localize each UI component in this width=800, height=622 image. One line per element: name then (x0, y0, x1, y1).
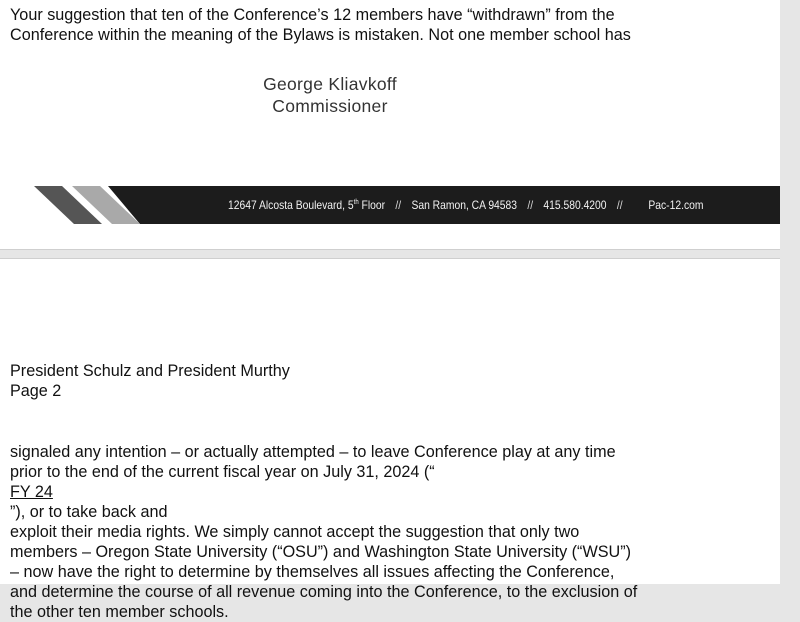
footer-city: San Ramon, CA 94583 (411, 198, 518, 212)
page-number: Page 2 (10, 382, 62, 400)
page2-body-text (10, 442, 637, 622)
signature-name: George Kliavkoff (263, 74, 397, 94)
text-line: and determine the course of all revenue coming into the Conference, to the exclusion of (10, 583, 638, 601)
footer-separator: // (527, 198, 534, 212)
text-line: Conference within the meaning of the Bylaws is mistaken. Not one member school has (10, 26, 631, 44)
footer-address: 12647 Alcosta Boulevard, 5th Floor (228, 198, 386, 212)
page2-header (10, 361, 290, 401)
footer-separator: // (395, 198, 402, 212)
text-line: Your suggestion that ten of the Conference’s 12 members have “withdrawn” from the (10, 6, 615, 24)
letterhead-footer-bar (0, 186, 780, 224)
fy24-defined-term: FY 24 (10, 483, 53, 501)
recipients-line: President Schulz and President Murthy (10, 362, 290, 380)
text-line: signaled any intention – or actually attempted – to leave Conference play at any time (10, 443, 616, 461)
signature-title: Commissioner (272, 96, 388, 116)
footer-website: Pac-12.com (648, 198, 704, 212)
text-line: members – Oregon State University (“OSU”) and Washington State University (“WSU”) (10, 543, 631, 561)
footer-separator: // (616, 198, 623, 212)
letter-page-1 (0, 0, 780, 250)
text-line: – now have the right to determine by themselves all issues affecting the Conference, (10, 563, 615, 581)
footer-contact-info (228, 186, 703, 224)
text-line: exploit their media rights. We simply cannot accept the suggestion that only two (10, 523, 580, 541)
letter-page-2 (0, 258, 780, 621)
page1-body-text (10, 5, 631, 45)
text-line: the other ten member schools. (10, 603, 229, 621)
footer-phone: 415.580.4200 (543, 198, 607, 212)
scroll-gutter[interactable] (780, 0, 800, 583)
text-line: prior to the end of the current fiscal year on July 31, 2024 (“ FY 24 ”), or to take back and (10, 462, 637, 522)
